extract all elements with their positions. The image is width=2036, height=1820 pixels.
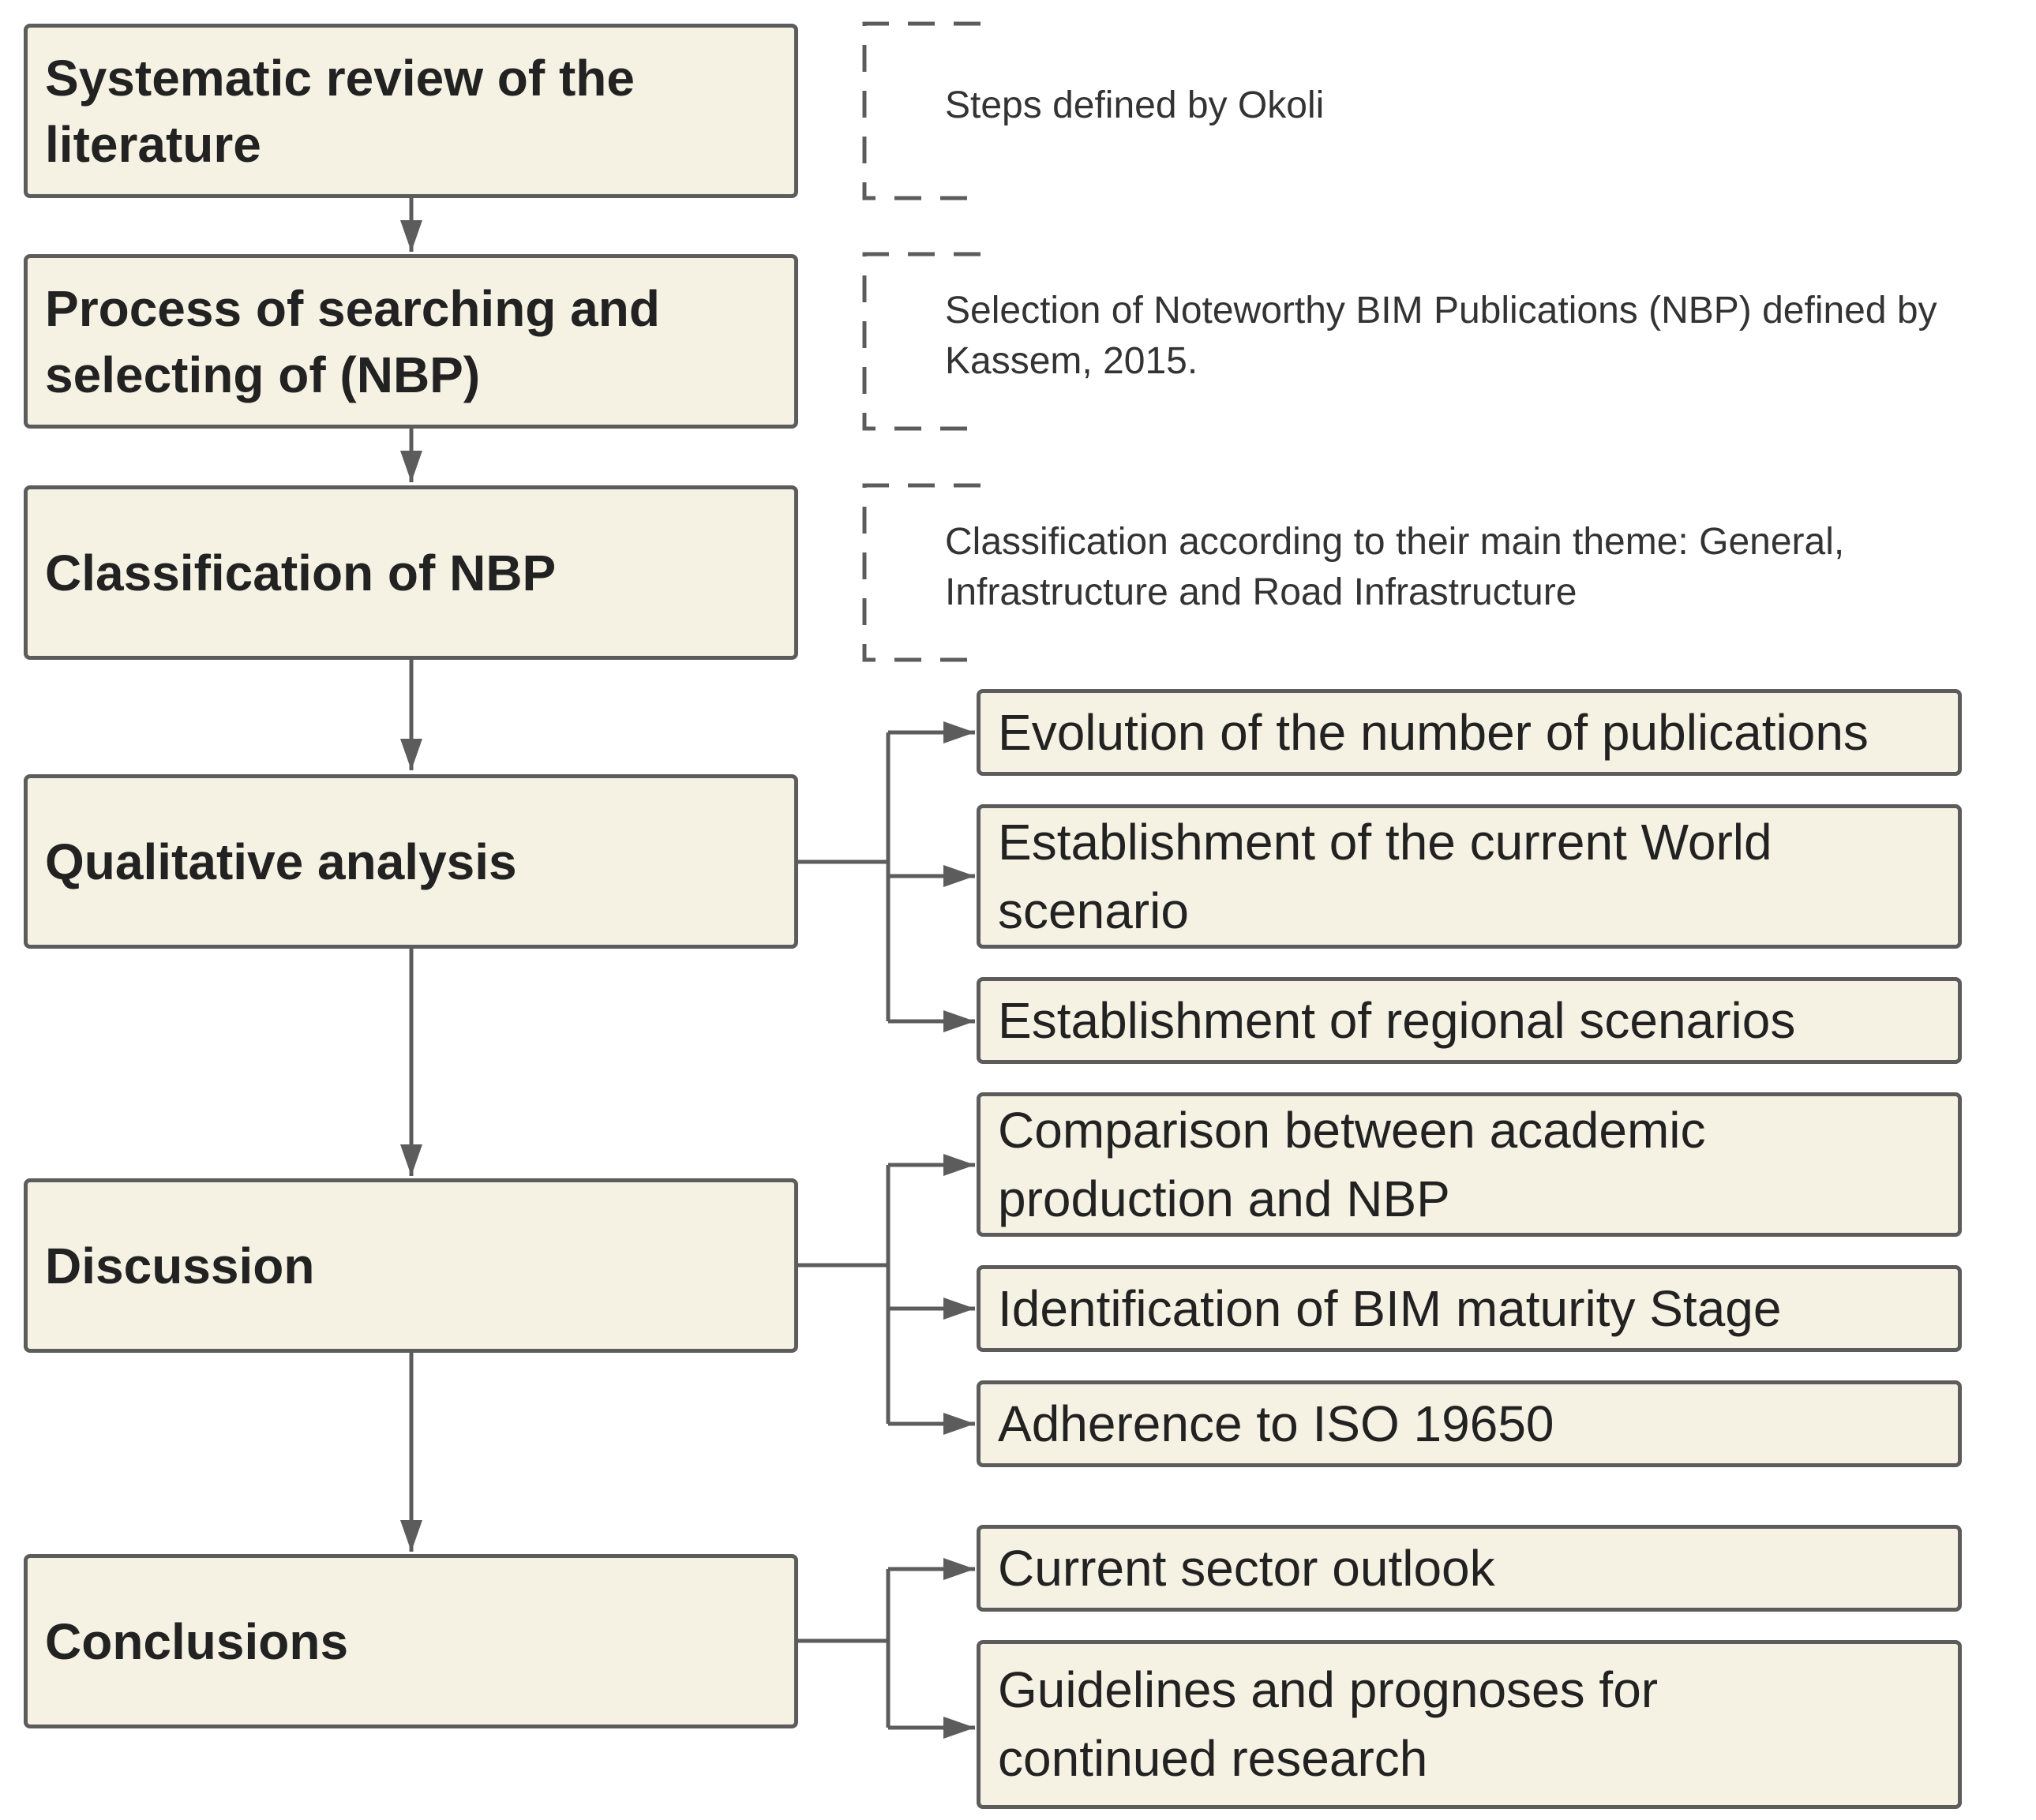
note-line: Selection of Noteworthy BIM Publications (NBP) defined by [945,290,1937,331]
step-systematic-review [24,24,798,198]
branch-discussion [798,1165,888,1424]
note-line: Kassem, 2015. [945,340,1198,382]
branch-conclusions [798,1569,888,1728]
outcome-academic-vs-nbp [977,1092,1962,1237]
note-line: Classification according to their main theme: General, [945,521,1845,563]
outcome-world-scenario [977,804,1962,949]
outcome-label: Establishment of the current World scenario [998,813,1772,939]
outcome-label: Adherence to ISO 19650 [998,1395,1554,1452]
outcome-label: Comparison between academic production and NBP [998,1101,1706,1227]
outcome-iso-19650 [977,1380,1962,1467]
step-label: Qualitative analysis [45,833,517,890]
outcome-sector-outlook [977,1525,1962,1612]
step-label: Systematic review of the literature [45,49,635,173]
note-classification [945,517,2027,618]
step-label: Conclusions [45,1612,349,1670]
step-discussion [24,1178,798,1353]
outcome-guidelines [977,1640,1962,1809]
outcome-bim-maturity [977,1265,1962,1352]
step-search-and-selection [24,254,798,429]
outcome-label: Current sector outlook [998,1539,1495,1597]
note-okoli [945,81,2027,131]
branch-qualitative [798,732,888,1021]
step-qualitative-analysis [24,774,798,949]
outcome-label: Establishment of regional scenarios [998,991,1796,1049]
step-label: Classification of NBP [45,544,557,601]
note-text: Steps defined by Okoli [945,84,1325,126]
outcome-label: Identification of BIM maturity Stage [998,1279,1782,1337]
outcome-label: Evolution of the number of publications [998,703,1869,761]
step-classification [24,485,798,660]
outcome-regional-scenarios [977,977,1962,1064]
note-line: Infrastructure and Road Infrastructure [945,571,1577,613]
step-conclusions [24,1554,798,1728]
note-kassem [945,286,2027,387]
outcome-label: Guidelines and prognoses for continued research [998,1661,1659,1787]
step-label: Discussion [45,1237,315,1294]
step-label: Process of searching and selecting of (NBP) [45,279,660,403]
outcome-evolution-publications [977,689,1962,776]
